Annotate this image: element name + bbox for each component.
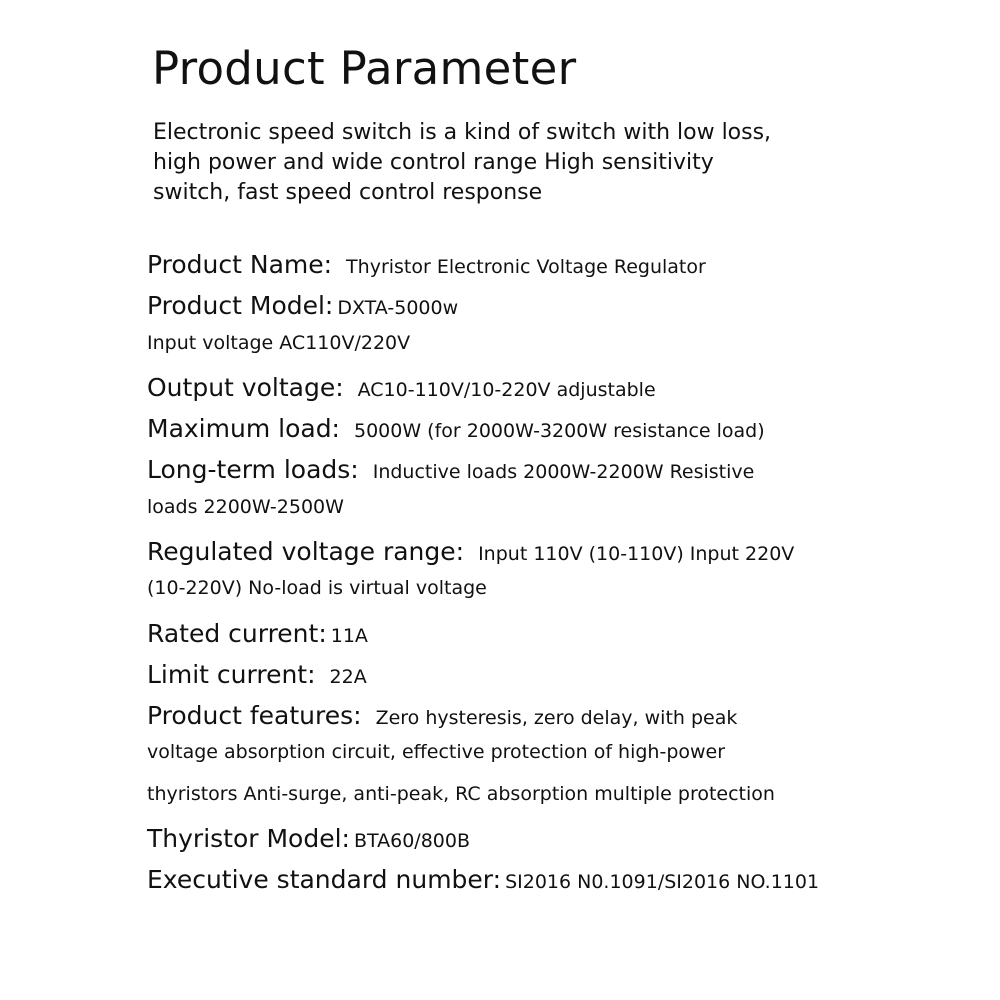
param-value: BTA60/800B bbox=[353, 830, 471, 852]
intro-line: switch, fast speed control response bbox=[153, 180, 543, 205]
param-label: Thyristor Model: bbox=[147, 824, 350, 853]
param-output-voltage bbox=[147, 373, 887, 402]
param-product-model bbox=[147, 291, 887, 320]
param-value-continued: thyristors Anti-surge, anti-peak, RC absorption multiple protection bbox=[147, 783, 775, 805]
param-label: Product features: bbox=[147, 701, 362, 730]
page-title: Product Parameter bbox=[152, 42, 577, 95]
param-input-voltage: Input voltage AC110V/220V bbox=[147, 332, 411, 354]
param-limit-current bbox=[147, 660, 887, 689]
param-product-features bbox=[147, 701, 887, 730]
param-value: 22A bbox=[329, 666, 367, 688]
param-value-continued: loads 2200W-2500W bbox=[147, 496, 344, 518]
param-label: Output voltage: bbox=[147, 373, 344, 402]
param-value: Thyristor Electronic Voltage Regulator bbox=[346, 256, 706, 278]
intro-line: high power and wide control range High sensitivity bbox=[153, 150, 714, 175]
param-value-continued: (10-220V) No-load is virtual voltage bbox=[147, 577, 487, 599]
param-label: Product Model: bbox=[147, 291, 334, 320]
param-long-term-loads bbox=[147, 455, 887, 484]
intro-paragraph bbox=[153, 118, 853, 208]
param-value: DXTA-5000w bbox=[337, 297, 459, 319]
param-thyristor-model bbox=[147, 824, 887, 853]
param-label: Limit current: bbox=[147, 660, 316, 689]
param-product-name bbox=[147, 250, 887, 279]
param-value: SI2016 N0.1091/SI2016 NO.1101 bbox=[505, 871, 820, 893]
param-label: Rated current: bbox=[147, 619, 327, 648]
param-value-continued: voltage absorption circuit, effective protection of high-power bbox=[147, 741, 726, 763]
intro-line: Electronic speed switch is a kind of switch with low loss, bbox=[153, 120, 772, 145]
param-regulated-range bbox=[147, 537, 887, 566]
param-value: AC10-110V/10-220V adjustable bbox=[357, 379, 656, 401]
param-label: Maximum load: bbox=[147, 414, 340, 443]
param-label: Product Name: bbox=[147, 250, 333, 279]
param-value: Input 110V (10-110V) Input 220V bbox=[478, 543, 795, 565]
param-executive-standard bbox=[147, 865, 887, 894]
param-maximum-load bbox=[147, 414, 887, 443]
param-value: Zero hysteresis, zero delay, with peak bbox=[375, 707, 738, 729]
param-value: Inductive loads 2000W-2200W Resistive bbox=[372, 461, 755, 483]
param-rated-current bbox=[147, 619, 887, 648]
param-label: Regulated voltage range: bbox=[147, 537, 465, 566]
param-label: Long-term loads: bbox=[147, 455, 359, 484]
param-value: 5000W (for 2000W-3200W resistance load) bbox=[353, 420, 765, 442]
param-value: 11A bbox=[330, 625, 368, 647]
param-label: Executive standard number: bbox=[147, 865, 502, 894]
